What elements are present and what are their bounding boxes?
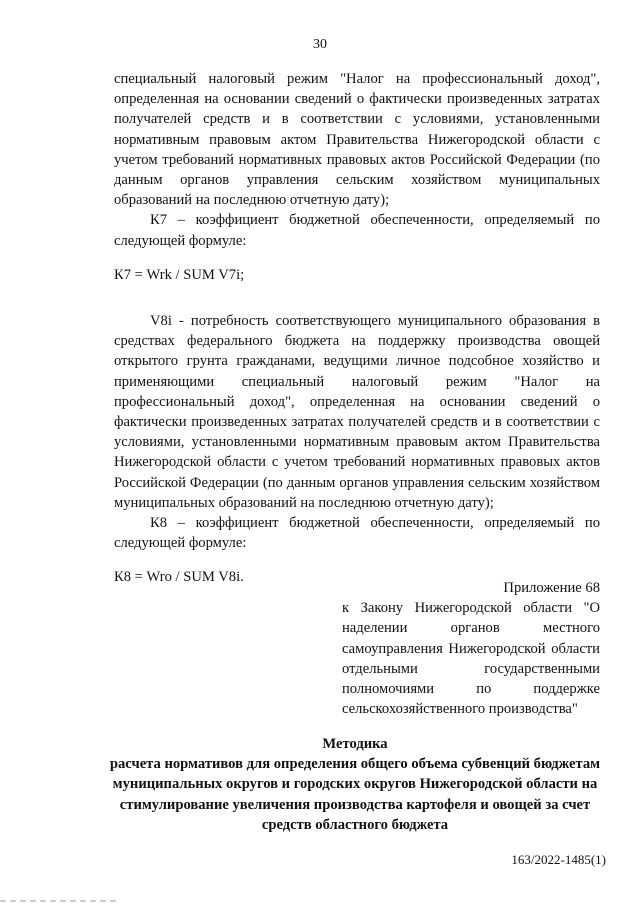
scan-artifact: [0, 900, 120, 902]
paragraph-k7-definition: К7 – коэффициент бюджетной обеспеченности, определяемый по следующей формуле:: [114, 212, 600, 249]
document-body: [114, 69, 600, 614]
paragraph-k8-definition: К8 – коэффициент бюджетной обеспеченности, определяемый по следующей формуле:: [114, 515, 600, 552]
appendix-reference: к Закону Нижегородской области "О наделении органов местного самоуправления Нижегородской области отдельными государственными полномочиями по поддержке сельскохозяйственного производства": [342, 600, 600, 718]
heading-subtitle: расчета нормативов для определения общего объема субвенций бюджетам муниципальных округов и городских округов Нижегородской области на стимулирование увеличения производства картофеля и овощей за счет средств областного бюджета: [109, 756, 601, 833]
page-number: 30: [313, 37, 327, 52]
paragraph-v8i-definition: V8i - потребность соответствующего муниципального образования в средствах федерального бюджета на поддержку производства овощей открытого грунта гражданами, ведущими личное подсобное хозяйство и применяющими специальный налоговый режим "Налог на профессиональный доход", определенная на основании сведений о фактически произведенных затратах получателей средств и в соответствии с условиями, установленными нормативным правовым актом Правительства Нижегородской области с учетом требований нормативных правовых актов Российской Федерации (по данным органов управления сельским хозяйством муниципальных образований на последнюю отчетную дату);: [114, 313, 600, 511]
heading-title: Методика: [322, 736, 388, 752]
formula-k7: К7 = Wrk / SUM V7i;: [114, 266, 245, 283]
appendix-title: Приложение 68: [503, 580, 600, 596]
document-code: 163/2022-1485(1): [511, 852, 606, 867]
methodology-heading: [100, 734, 610, 835]
paragraph-1: специальный налоговый режим "Налог на профессиональный доход", определенная на основании сведений о фактически произведенных затратах получателей средств и в соответствии с условиями, установленными нормативным правовым актом Правительства Нижегородской области с учетом требований нормативных правовых актов Российской Федерации (по данным органов управления сельским хозяйством муниципальных образований на последнюю отчетную дату);: [114, 71, 600, 209]
formula-k8: К8 = Wro / SUM V8i.: [114, 569, 244, 586]
appendix-block: [342, 578, 600, 719]
